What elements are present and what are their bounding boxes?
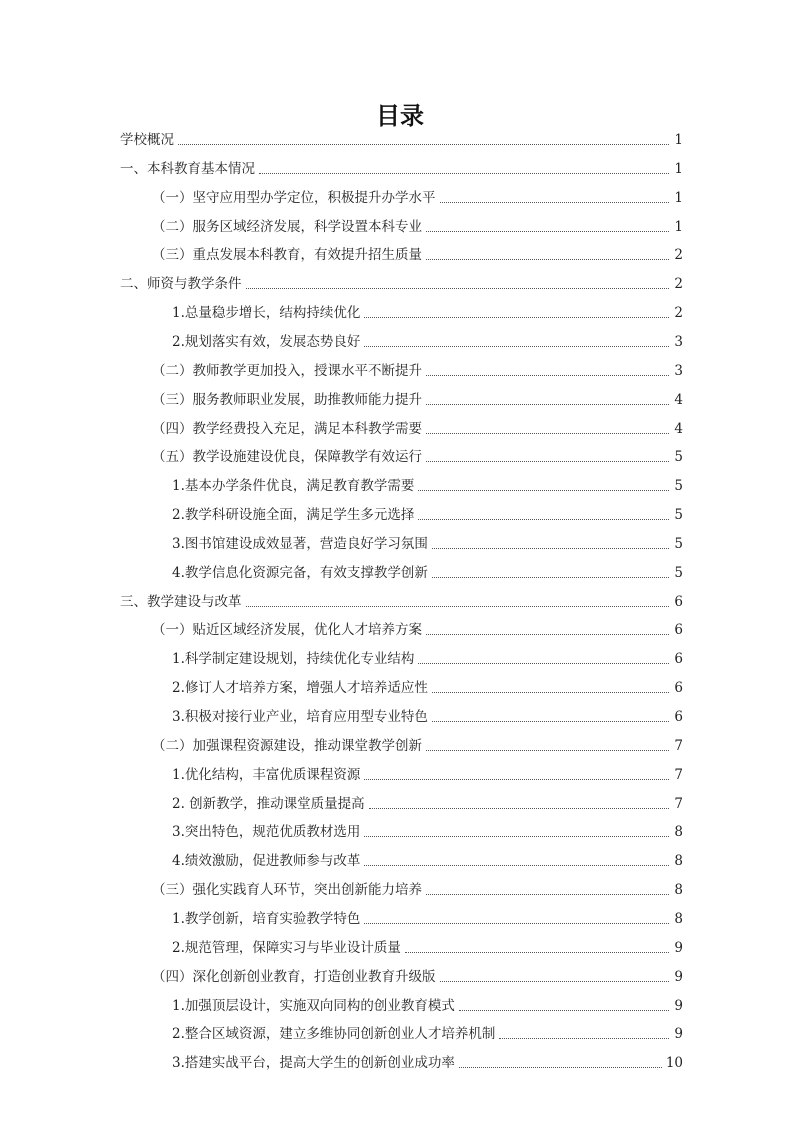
toc-leader-dots: [426, 375, 669, 376]
toc-entry-label: （二）服务区域经济发展，科学设置本科专业: [152, 218, 422, 235]
toc-entry-label: 4.教学信息化资源完备，有效支撑教学创新: [172, 564, 428, 581]
toc-leader-dots: [432, 721, 669, 722]
toc-entry-label: 2.整合区域资源，建立多维协同创新创业人才培养机制: [172, 1026, 496, 1043]
toc-entry-label: 3.突出特色，规范优质教材选用: [172, 824, 361, 841]
toc-entry-page-number: 8: [674, 853, 683, 870]
toc-entry-page-number: 9: [674, 968, 683, 985]
toc-entry-page-number: 9: [674, 939, 683, 956]
toc-leader-dots: [364, 346, 669, 347]
toc-entry-page-number: 4: [674, 420, 683, 437]
toc-entry[interactable]: [172, 1053, 683, 1073]
toc-leader-dots: [426, 750, 669, 751]
toc-entry-label: 二、师资与教学条件: [120, 276, 242, 293]
toc-entry[interactable]: [152, 361, 683, 381]
toc-entry[interactable]: [152, 967, 683, 987]
toc-entry-label: 2. 创新教学，推动课堂质量提高: [172, 795, 365, 812]
page-title: 目录: [376, 102, 424, 130]
toc-leader-dots: [178, 144, 669, 145]
toc-entry[interactable]: [172, 476, 683, 496]
toc-entry-label: 3.搭建实战平台，提高大学生的创新创业成功率: [172, 1055, 455, 1072]
toc-entry-label: （一）贴近区域经济发展，优化人才培养方案: [152, 622, 422, 639]
toc-entry-label: （四）深化创新创业教育，打造创业教育升级版: [152, 968, 436, 985]
toc-entry[interactable]: [120, 130, 683, 150]
toc-leader-dots: [405, 952, 669, 953]
toc-entry-page-number: 3: [674, 333, 683, 350]
toc-entry-page-number: 2: [674, 305, 683, 322]
toc-entry[interactable]: [152, 880, 683, 900]
toc-leader-dots: [246, 606, 670, 607]
toc-entry-label: （五）教学设施建设优良，保障教学有效运行: [152, 449, 422, 466]
toc-entry[interactable]: [172, 996, 683, 1016]
toc-entry[interactable]: [172, 822, 683, 842]
toc-leader-dots: [440, 202, 670, 203]
toc-leader-dots: [369, 808, 669, 809]
toc-entry[interactable]: [152, 736, 683, 756]
toc-entry-page-number: 6: [674, 680, 683, 697]
toc-entry-label: （二）加强课程资源建设，推动课堂教学创新: [152, 737, 422, 754]
toc-entry[interactable]: [172, 505, 683, 525]
toc-entry-page-number: 6: [674, 622, 683, 639]
toc-entry-page-number: 6: [674, 709, 683, 725]
toc-entry-label: 学校概况: [120, 132, 174, 148]
toc-leader-dots: [432, 548, 669, 549]
toc-entry[interactable]: [172, 794, 683, 814]
toc-entry-label: 1.教学创新，培育实验教学特色: [172, 910, 361, 927]
toc-entry[interactable]: [120, 274, 683, 294]
toc-entry-label: 2.规范管理，保障实习与毕业设计质量: [172, 939, 401, 956]
toc-leader-dots: [440, 981, 670, 982]
toc-entry[interactable]: [172, 649, 683, 669]
toc-entry-page-number: 6: [674, 593, 683, 610]
toc-leader-dots: [459, 1010, 669, 1011]
toc-leader-dots: [418, 519, 669, 520]
toc-entry-label: （二）教师教学更加投入，授课水平不断提升: [152, 362, 422, 379]
toc-entry-page-number: 2: [674, 276, 683, 293]
toc-leader-dots: [418, 663, 669, 664]
toc-entry-page-number: 6: [674, 651, 683, 668]
toc-leader-dots: [364, 779, 669, 780]
toc-entry-page-number: 7: [674, 766, 683, 783]
toc-entry[interactable]: [120, 592, 683, 612]
toc-entry-page-number: 2: [674, 247, 683, 264]
toc-entry-label: 1.加强顶层设计，实施双向同构的创业教育模式: [172, 997, 455, 1014]
toc-entry[interactable]: [152, 447, 683, 467]
toc-entry-page-number: 1: [674, 132, 683, 148]
toc-entry-page-number: 8: [674, 910, 683, 927]
toc-entry[interactable]: [172, 563, 683, 583]
toc-leader-dots: [364, 923, 669, 924]
toc-leader-dots: [246, 288, 670, 289]
toc-entry-page-number: 7: [674, 737, 683, 754]
toc-entry[interactable]: [172, 909, 683, 929]
toc-entry-label: 4.绩效激励，促进教师参与改革: [172, 853, 361, 870]
toc-entry-label: （三）强化实践育人环节，突出创新能力培养: [152, 882, 422, 899]
toc-leader-dots: [418, 490, 669, 491]
toc-entry[interactable]: [172, 1024, 683, 1044]
toc-entry-page-number: 1: [674, 189, 683, 206]
toc-entry-label: 1.优化结构，丰富优质课程资源: [172, 766, 361, 783]
toc-entry[interactable]: [172, 938, 683, 958]
toc-entry-label: （四）教学经费投入充足，满足本科教学需要: [152, 420, 422, 437]
toc-entry-label: 1.科学制定建设规划，持续优化专业结构: [172, 651, 415, 668]
toc-leader-dots: [426, 259, 669, 260]
toc-leader-dots: [259, 173, 669, 174]
toc-entry-page-number: 5: [674, 564, 683, 581]
toc-entry-page-number: 10: [665, 1055, 683, 1072]
toc-entry-page-number: 5: [674, 507, 683, 524]
toc-entry-label: 3.积极对接行业产业，培育应用型专业特色: [172, 709, 428, 725]
toc-entry[interactable]: [172, 534, 683, 554]
toc-entry-page-number: 8: [674, 824, 683, 841]
toc-entry[interactable]: [172, 707, 683, 727]
toc-entry[interactable]: [172, 332, 683, 352]
toc-leader-dots: [426, 894, 669, 895]
toc-entry-page-number: 9: [674, 997, 683, 1014]
toc-entry-label: （一）坚守应用型办学定位，积极提升办学水平: [152, 189, 436, 206]
toc-leader-dots: [432, 577, 669, 578]
toc-entry-label: 1.基本办学条件优良，满足教育教学需要: [172, 478, 415, 495]
toc-entry-page-number: 8: [674, 882, 683, 899]
toc-entry[interactable]: [120, 159, 683, 179]
toc-entry-page-number: 3: [674, 362, 683, 379]
toc-entry[interactable]: [152, 245, 683, 265]
toc-entry-page-number: 1: [674, 160, 683, 177]
toc-entry-page-number: 9: [674, 1026, 683, 1043]
toc-entry[interactable]: [152, 188, 683, 208]
toc-leader-dots: [364, 317, 669, 318]
toc-entry-label: （三）重点发展本科教育，有效提升招生质量: [152, 247, 422, 264]
toc-leader-dots: [364, 836, 669, 837]
toc-entry[interactable]: [172, 678, 683, 698]
toc-entry-page-number: 1: [674, 218, 683, 235]
toc-entry-label: 三、教学建设与改革: [120, 593, 242, 610]
toc-entry-label: 1.总量稳步增长，结构持续优化: [172, 305, 361, 322]
toc-entry-label: （三）服务教师职业发展，助推教师能力提升: [152, 391, 422, 408]
toc-entry-label: 一、本科教育基本情况: [120, 160, 255, 177]
toc-entry[interactable]: [172, 303, 683, 323]
toc-entry[interactable]: [152, 620, 683, 640]
toc-leader-dots: [426, 231, 669, 232]
toc-entry-label: 3.图书馆建设成效显著，营造良好学习氛围: [172, 535, 428, 552]
toc-entry[interactable]: [152, 419, 683, 439]
toc-entry[interactable]: [152, 217, 683, 237]
toc-leader-dots: [364, 865, 669, 866]
toc-entry-page-number: 5: [674, 449, 683, 466]
toc-leader-dots: [426, 461, 669, 462]
toc-entry[interactable]: [172, 765, 683, 785]
toc-leader-dots: [426, 634, 669, 635]
toc-entry-label: 2.修订人才培养方案，增强人才培养适应性: [172, 680, 428, 697]
toc-leader-dots: [459, 1067, 662, 1068]
toc-entry-page-number: 7: [674, 795, 683, 812]
toc-entry[interactable]: [172, 851, 683, 871]
toc-leader-dots: [426, 404, 669, 405]
toc-entry-label: 2.规划落实有效，发展态势良好: [172, 333, 361, 350]
toc-entry[interactable]: [152, 390, 683, 410]
toc-leader-dots: [432, 692, 669, 693]
toc-entry-page-number: 5: [674, 478, 683, 495]
toc-entry-label: 2.教学科研设施全面，满足学生多元选择: [172, 507, 415, 524]
toc-leader-dots: [426, 433, 669, 434]
toc-entry-page-number: 5: [674, 535, 683, 552]
toc-leader-dots: [499, 1038, 669, 1039]
toc-entry-page-number: 4: [674, 391, 683, 408]
